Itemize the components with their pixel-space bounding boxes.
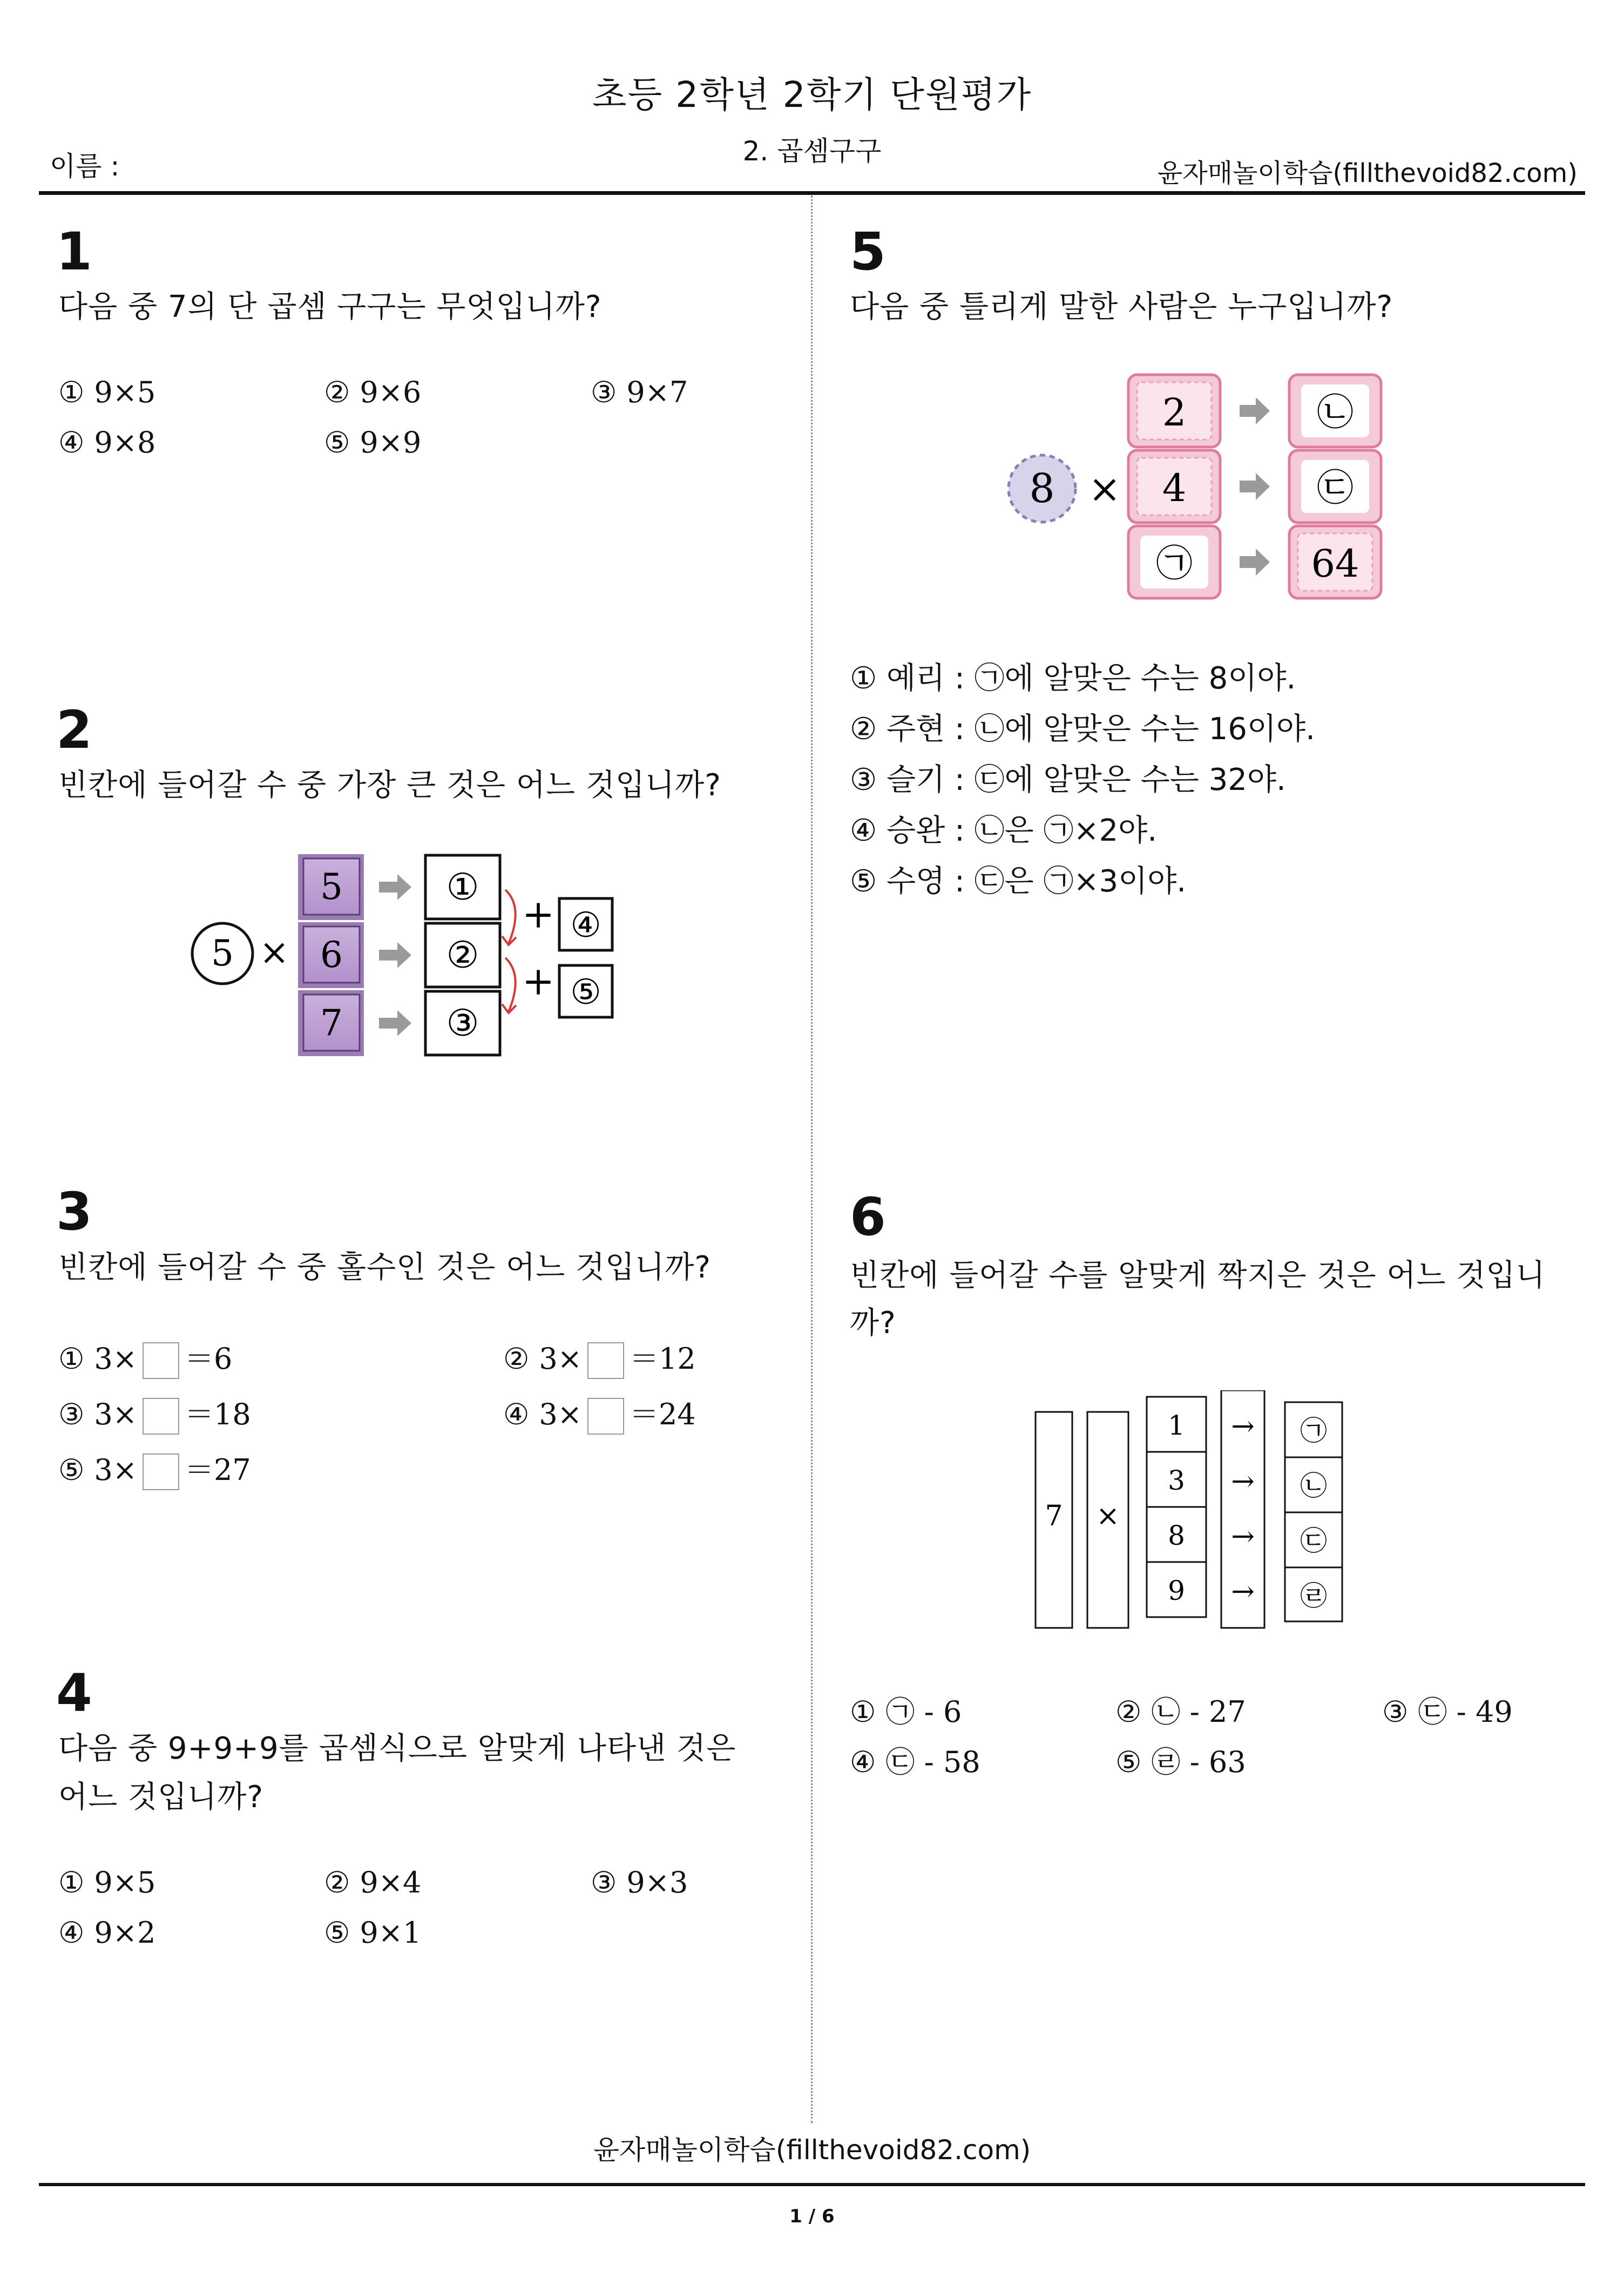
choice-right: ＝18 [185, 1397, 251, 1431]
input-label: 3 [1168, 1465, 1185, 1496]
question-text-line-2: 까? [850, 1306, 896, 1341]
statement-5[interactable]: ⑤ 수영 : ㉢은 ㉠×3이야. [850, 864, 1187, 899]
choice-left: 3× [94, 1453, 138, 1487]
arrow-icon [379, 874, 411, 900]
choice-3[interactable] [1382, 1689, 1513, 1730]
choice-value: 9×2 [94, 1916, 156, 1950]
choice-left: 3× [539, 1397, 583, 1431]
choice-2[interactable] [324, 375, 421, 409]
page-title: 초등 2학년 2학기 단원평가 [592, 74, 1032, 116]
statement-3[interactable]: ③ 슬기 : ㉢에 알맞은 수는 32야. [850, 762, 1286, 797]
input-box [298, 990, 364, 1056]
choice-mark: ⑤ [58, 1453, 85, 1487]
multiplier-label: 5 [211, 932, 234, 974]
choice-mark: ⑤ [1115, 1745, 1142, 1779]
choice-value: 9×8 [94, 425, 156, 459]
brand-header: 윤자매놀이학습(fillthevoid82.com) [1157, 158, 1578, 188]
page-number: 1 / 6 [789, 2206, 835, 2227]
answer-blank [143, 1453, 179, 1490]
question-number: 6 [850, 1187, 886, 1247]
question-text: 다음 중 7의 단 곱셈 구구는 무엇입니까? [58, 289, 602, 324]
choice-value: 9×7 [626, 375, 688, 409]
multiplier-label: 8 [1029, 465, 1055, 512]
column-divider [811, 195, 813, 2123]
output-label: ㉢ [1300, 1525, 1327, 1557]
output-label: ㉣ [1300, 1580, 1327, 1612]
choice-5[interactable] [1115, 1739, 1246, 1781]
choice-mark: ① [58, 1342, 85, 1376]
statement-1[interactable]: ① 예리 : ㉠에 알맞은 수는 8이야. [850, 661, 1296, 696]
output-box [1289, 375, 1381, 447]
choice-right: ＝6 [185, 1342, 233, 1376]
choice-4[interactable] [503, 1391, 696, 1435]
choice-mark: ② [503, 1342, 530, 1376]
multiplication-diagram [999, 373, 1398, 610]
choice-mark: ⑤ [324, 1916, 350, 1950]
multiplication-diagram [178, 848, 642, 1064]
arrow-icon [379, 1010, 411, 1036]
choice-5[interactable] [324, 425, 421, 459]
input-box [298, 854, 364, 920]
statement-4[interactable]: ④ 승완 : ㉡은 ㉠×2야. [850, 813, 1158, 848]
choice-mark: ① [58, 1865, 85, 1899]
question-text-line-1: 빈칸에 들어갈 수를 알맞게 짝지은 것은 어느 것입니 [850, 1258, 1546, 1293]
choice-left: 3× [94, 1342, 138, 1376]
choice-1[interactable] [58, 1865, 155, 1899]
input-box [1128, 375, 1220, 447]
choice-mark: ③ [591, 375, 617, 409]
input-label: 7 [320, 1002, 343, 1044]
choice-4[interactable] [58, 1916, 155, 1950]
brand-footer: 윤자매놀이학습(fillthevoid82.com) [593, 2134, 1031, 2166]
input-label: 9 [1168, 1575, 1185, 1606]
choice-mark: ① [58, 375, 85, 409]
arrow-icon: → [1231, 1520, 1255, 1553]
question-text: 빈칸에 들어갈 수 중 홀수인 것은 어느 것입니까? [58, 1250, 712, 1285]
input-label: ㉠ [1155, 543, 1193, 585]
choice-mark: ④ [58, 1916, 85, 1950]
name-label: 이름 : [50, 151, 120, 182]
choice-4[interactable] [850, 1739, 980, 1781]
choice-2[interactable] [503, 1336, 696, 1379]
choice-mark: ④ [850, 1745, 876, 1779]
output-box [1289, 450, 1381, 523]
input-label: 1 [1168, 1410, 1185, 1441]
choice-left: 3× [539, 1342, 583, 1376]
output-label: ① [446, 866, 479, 909]
output-box [1289, 526, 1381, 598]
input-label: 2 [1162, 390, 1187, 435]
choice-mark: ② [1115, 1695, 1142, 1729]
choice-left: 3× [94, 1397, 138, 1431]
input-label: 5 [320, 866, 343, 908]
choice-1[interactable] [58, 1336, 232, 1379]
choice-2[interactable] [1115, 1689, 1246, 1730]
choice-mark: ③ [591, 1865, 617, 1899]
choice-value: 9×4 [360, 1865, 422, 1899]
footer-divider [39, 2183, 1585, 2186]
question-text-line-1: 다음 중 9+9+9를 곱셈식으로 알맞게 나타낸 것은 [58, 1731, 736, 1766]
question-number: 3 [56, 1181, 92, 1242]
plus-sign: + [522, 891, 555, 937]
choice-value: ㉡ - 27 [1151, 1695, 1246, 1729]
choice-value: 9×6 [360, 375, 422, 409]
choice-mark: ④ [503, 1397, 530, 1431]
choice-value: ㉣ - 63 [1151, 1745, 1246, 1779]
question-text: 다음 중 틀리게 말한 사람은 누구입니까? [850, 289, 1393, 324]
multiplication-table-diagram [1031, 1390, 1355, 1639]
output-label: ② [446, 934, 479, 977]
times-sign: × [1096, 1500, 1120, 1532]
choice-value: ㉢ - 58 [885, 1745, 980, 1779]
times-sign: × [259, 931, 289, 973]
question-number: 5 [850, 221, 886, 282]
choice-right: ＝12 [630, 1342, 696, 1376]
choice-3[interactable] [58, 1391, 251, 1435]
answer-blank [143, 1398, 179, 1435]
choice-value: ㉠ - 6 [885, 1695, 962, 1729]
question-number: 1 [56, 221, 92, 282]
choice-value: 9×3 [626, 1865, 688, 1899]
curved-arrow-icon [505, 890, 516, 944]
choice-mark: ④ [58, 425, 85, 459]
output-label: ㉠ [1300, 1415, 1327, 1446]
arrow-icon [1240, 549, 1270, 576]
arrow-icon [1240, 397, 1270, 424]
multiplier-label: 7 [1045, 1500, 1063, 1532]
choice-right: ＝27 [185, 1453, 251, 1487]
choice-mark: ③ [58, 1397, 85, 1431]
arrow-icon [379, 942, 411, 968]
statement-2[interactable]: ② 주현 : ㉡에 알맞은 수는 16이야. [850, 712, 1315, 747]
unit-subtitle: 2. 곱셈구구 [742, 136, 882, 167]
output-label: ㉡ [1300, 1470, 1327, 1502]
choice-mark: ⑤ [324, 425, 350, 459]
curved-arrow-icon [505, 958, 516, 1012]
choice-value: 9×1 [360, 1916, 422, 1950]
input-label: 8 [1168, 1520, 1185, 1551]
choice-value: 9×5 [94, 375, 156, 409]
output-label: ③ [446, 1002, 479, 1045]
choice-right: ＝24 [630, 1397, 696, 1431]
choice-mark: ① [850, 1695, 876, 1729]
question-text: 빈칸에 들어갈 수 중 가장 큰 것은 어느 것입니까? [58, 768, 721, 803]
arrow-icon: → [1231, 1576, 1255, 1608]
choice-2[interactable] [324, 1865, 421, 1899]
plus-sign: + [522, 958, 555, 1004]
input-box [298, 922, 364, 988]
choice-5[interactable] [58, 1447, 251, 1490]
input-box [1128, 526, 1220, 598]
choice-mark: ② [324, 1865, 350, 1899]
choice-mark: ③ [1382, 1695, 1409, 1729]
input-box [1128, 450, 1220, 523]
input-label: 4 [1162, 466, 1187, 510]
question-number: 2 [56, 700, 92, 760]
header-divider [39, 191, 1585, 195]
choice-4[interactable] [58, 425, 155, 459]
output-label: ㉡ [1316, 391, 1354, 434]
choice-value: ㉢ - 49 [1418, 1695, 1513, 1729]
arrow-icon: → [1231, 1465, 1255, 1498]
answer-blank [587, 1342, 624, 1379]
times-sign: × [1088, 466, 1121, 511]
choice-1[interactable] [58, 375, 155, 409]
answer-blank [143, 1342, 179, 1379]
output-label: 64 [1311, 542, 1359, 586]
arrow-icon [1240, 473, 1270, 500]
answer-blank [587, 1398, 624, 1435]
choice-mark: ② [324, 375, 350, 409]
addend-label: ④ [570, 905, 601, 945]
choice-value: 9×5 [94, 1865, 156, 1899]
question-text-line-2: 어느 것입니까? [58, 1780, 264, 1815]
addend-label: ⑤ [570, 972, 601, 1012]
choice-1[interactable] [850, 1689, 962, 1730]
arrow-icon: → [1231, 1410, 1255, 1443]
output-label: ㉢ [1316, 467, 1354, 510]
choice-3[interactable] [591, 375, 688, 409]
choice-3[interactable] [591, 1865, 688, 1899]
choice-5[interactable] [324, 1916, 421, 1950]
choice-value: 9×9 [360, 425, 422, 459]
question-number: 4 [56, 1663, 92, 1723]
input-label: 6 [320, 934, 343, 976]
